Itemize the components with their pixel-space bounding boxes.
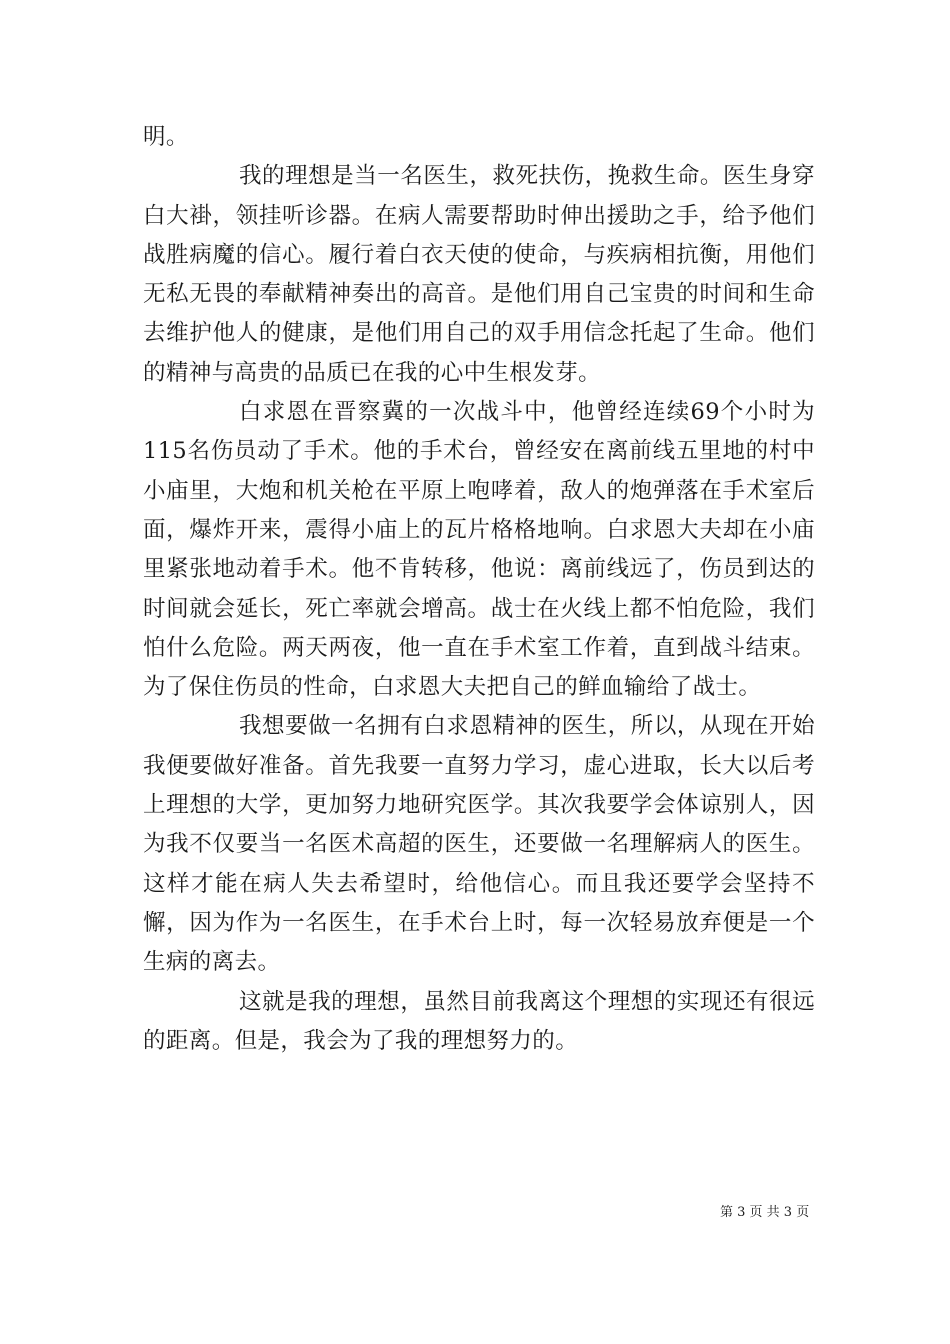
page-number-footer: 第 3 页 共 3 页 <box>720 1205 810 1220</box>
paragraph-bethune-story: 白求恩在晋察冀的一次战斗中，他曾经连续69个小时为115名伤员动了手术。他的手术台，曾经安在离前线五里地的村中小庙里，大炮和机关枪在平原上咆哮着，敌人的炮弹落在手术室后面，爆炸开来，震得小庙上的瓦片格格地响。白求恩大夫却在小庙里紧张地动着手术。他不肯转移，他说：离前线远了，伤员到达的时间就会延长，死亡率就会增高。战士在火线上都不怕危险，我们怕什么危险。两天两夜，他一直在手术室工作着，直到战斗结束。为了保住伤员的性命，白求恩大夫把自己的鲜血输给了战士。 <box>143 399 815 701</box>
paragraph-preparation: 我想要做一名拥有白求恩精神的医生，所以，从现在开始我便要做好准备。首先我要一直努力学习，虚心进取，长大以后考上理想的大学，更加努力地研究医学。其次我要学会体谅别人，因为我不仅要当一名医术高超的医生，还要做一名理解病人的医生。这样才能在病人失去希望时，给他信心。而且我还要学会坚持不懈，因为作为一名医生，在手术台上时，每一次轻易放弃便是一个生病的离去。 <box>143 713 815 976</box>
paragraph-continuation: 明。 <box>143 124 189 150</box>
document-body <box>143 118 815 1061</box>
paragraph-ideal-doctor: 我的理想是当一名医生，救死扶伤，挽救生命。医生身穿白大褂，领挂听诊器。在病人需要帮助时伸出援助之手，给予他们战胜病魔的信心。履行着白衣天使的使命，与疾病相抗衡，用他们无私无畏的奉献精神奏出的高音。是他们用自己宝贵的时间和生命去维护他人的健康，是他们用自己的双手用信念托起了生命。他们的精神与高贵的品质已在我的心中生根发芽。 <box>143 163 815 386</box>
paragraph-conclusion: 这就是我的理想，虽然目前我离这个理想的实现还有很远的距离。但是，我会为了我的理想努力的。 <box>143 988 815 1054</box>
